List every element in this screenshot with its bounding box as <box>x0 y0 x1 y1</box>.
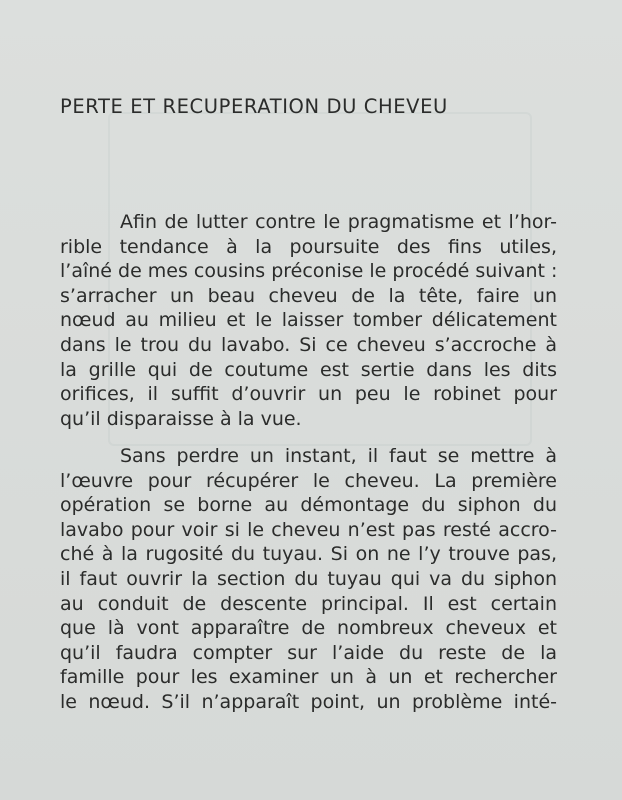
text-line: lavabo pour voir si le cheveu n’est pas resté accro- <box>60 518 557 541</box>
text-line: il faut ouvrir la section du tuyau qui va du siphon <box>60 567 557 590</box>
paragraph-1 <box>60 210 557 431</box>
text-line: au conduit de descente principal. Il est certain <box>60 592 557 615</box>
text-line: Afin de lutter contre le pragmatisme et l’hor- <box>120 211 557 233</box>
chapter-title: PERTE ET RECUPERATION DU CHEVEU <box>60 95 448 118</box>
text-line: famille pour les examiner un à un et rechercher <box>60 666 557 689</box>
text-line: l’œuvre pour récupérer le cheveu. La première <box>60 469 557 492</box>
text-line: orifices, il suffit d’ouvrir un peu le robinet pour <box>60 383 557 406</box>
text-line: le nœud. S’il n’apparaît point, un problème inté- <box>60 690 557 713</box>
text-line: rible tendance à la poursuite des fins utiles, <box>60 235 557 258</box>
paragraph-2 <box>60 444 557 715</box>
text-line: la grille qui de coutume est sertie dans les dits <box>60 358 557 381</box>
text-line: nœud au milieu et le laisser tomber délicatement <box>60 309 557 332</box>
text-line: l’aîné de mes cousins préconise le procédé suivant : <box>60 260 558 283</box>
text-line: que là vont apparaître de nombreux cheveux et <box>60 617 557 640</box>
text-line: ché à la rugosité du tuyau. Si on ne l’y trouve pas, <box>60 543 557 566</box>
text-line: dans le trou du lavabo. Si ce cheveu s’accroche à <box>60 333 557 356</box>
text-line: qu’il faudra compter sur l’aide du reste de la <box>60 641 557 664</box>
text-line: s’arracher un beau cheveu de la tête, faire un <box>60 284 557 307</box>
text-line: qu’il disparaisse à la vue. <box>60 407 302 430</box>
text-line: Sans perdre un instant, il faut se mettre à <box>120 445 557 467</box>
text-line: opération se borne au démontage du siphon du <box>60 494 557 517</box>
